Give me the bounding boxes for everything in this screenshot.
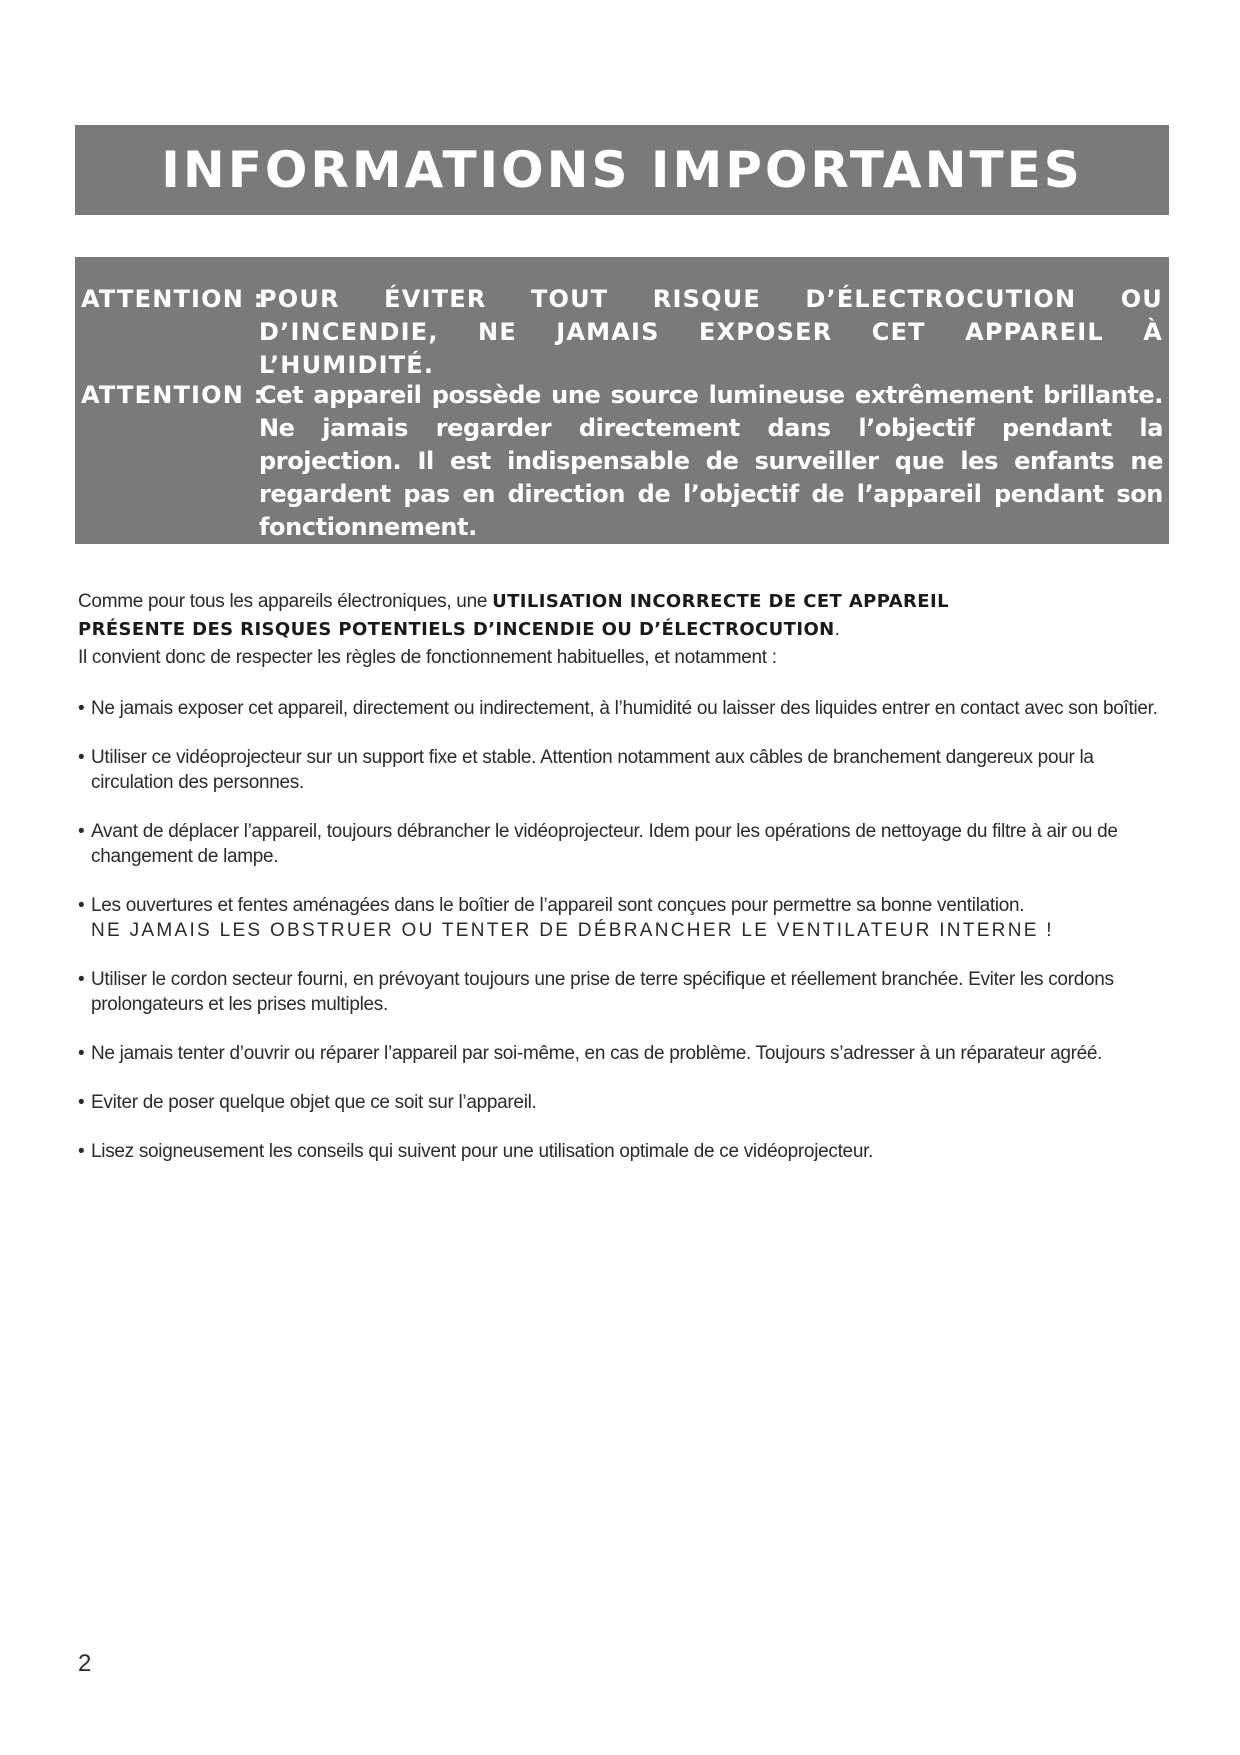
intro-paragraph [78,588,1168,672]
list-item: • Avant de déplacer l’appareil, toujours débrancher le vidéoprojecteur. Idem pour les opérations de nettoyage du filtre à air ou de changement de lampe. [78,819,1168,869]
list-item: • Lisez soigneusement les conseils qui suivent pour une utilisation optimale de ce vidéoprojecteur. [78,1139,1168,1164]
warning-label: ATTENTION : [81,381,265,409]
list-item: • Ne jamais exposer cet appareil, directement ou indirectement, à l’humidité ou laisser des liquides entrer en contact avec son boîtier. [78,696,1168,721]
warning-text: Cet appareil possède une source lumineuse extrêmement brillante. Ne jamais regarder directement dans l’objectif pendant la projection. Il est indispensable de surveiller que les enfants ne regardent pas en direction de l’objectif de l’appareil pendant son fonctionnement. [259,381,1163,541]
list-item: • Utiliser le cordon secteur fourni, en prévoyant toujours une prise de terre spécifique et réellement branchée. Eviter les cordons prolongateurs et les prises multiples. [78,967,1168,1017]
intro-lead: Comme pour tous les appareils électroniques, une [78,591,493,612]
warning-electrocution [81,283,1163,382]
warning-light-source [81,379,1163,544]
ventilation-warning: NE JAMAIS LES OBSTRUER OU TENTER DE DÉBRANCHER LE VENTILATEUR INTERNE ! [91,920,1054,941]
intro-period: . [834,619,840,640]
list-item: • Utiliser ce vidéoprojecteur sur un support fixe et stable. Attention notamment aux câbles de branchement dangereux pour la circulation des personnes. [78,745,1168,795]
warning-label: ATTENTION : [81,285,265,313]
intro-tail: Il convient donc de respecter les règles de fonctionnement habituelles, et notamment : [78,647,777,668]
intro-emphasis-1: UTILISATION INCORRECTE DE CET APPAREIL [492,591,949,612]
list-item: • Eviter de poser quelque objet que ce soit sur l’appareil. [78,1090,1168,1115]
page-number: 2 [78,1650,92,1677]
title-banner [75,125,1169,215]
safety-list [78,696,1168,1188]
list-item: • Ne jamais tenter d’ouvrir ou réparer l’appareil par soi-même, en cas de problème. Toujours s’adresser à un réparateur agréé. [78,1041,1168,1066]
intro-emphasis-2: PRÉSENTE DES RISQUES POTENTIELS D’INCENDIE OU D’ÉLECTROCUTION [78,619,835,640]
warning-text: POUR ÉVITER TOUT RISQUE D’ÉLECTROCUTION OU D’INCENDIE, NE JAMAIS EXPOSER CET APPAREIL À L’HUMIDITÉ. [259,285,1163,379]
warning-box [75,257,1169,544]
list-item: • Les ouvertures et fentes aménagées dans le boîtier de l’appareil sont conçues pour permettre sa bonne ventilation. NE JAMAIS LES OBSTRUER OU TENTER DE DÉBRANCHER LE VENTILATEUR INTERNE ! [78,893,1168,943]
page-title: INFORMATIONS IMPORTANTES [161,141,1083,199]
